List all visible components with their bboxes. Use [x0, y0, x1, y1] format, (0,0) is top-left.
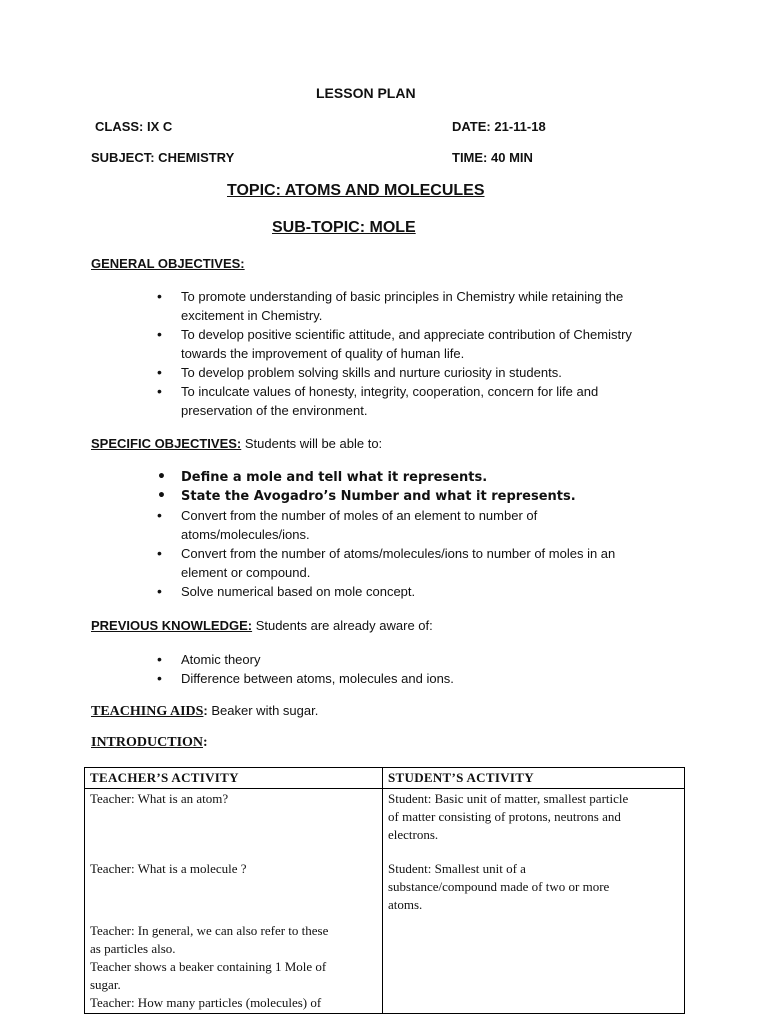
introduction-heading: INTRODUCTION	[91, 735, 204, 750]
table-header-row	[85, 768, 685, 789]
subtopic-heading: SUB-TOPIC: MOLE	[272, 219, 416, 236]
previous-knowledge-list	[155, 650, 454, 688]
specific-objectives-heading: SPECIFIC OBJECTIVES:	[91, 436, 242, 451]
activity-table	[84, 767, 685, 1014]
teacher-line: Teacher: In general, we can also refer to these	[90, 923, 329, 938]
teaching-aids-text: Beaker with sugar.	[207, 703, 319, 718]
class-label: CLASS: IX C	[95, 119, 173, 134]
teaching-aids-line: TEACHING AIDS: Beaker with sugar.	[91, 703, 319, 719]
teacher-activity-cell	[85, 789, 383, 1014]
list-item: • To develop problem solving skills and nurture curiosity in students.	[155, 363, 632, 382]
previous-knowledge-intro: Students are already aware of:	[252, 618, 433, 633]
list-item: • Difference between atoms, molecules and ions.	[155, 669, 454, 688]
page-title: LESSON PLAN	[316, 85, 416, 101]
teacher-line: Teacher: What is an atom?	[90, 791, 229, 806]
teacher-line: Teacher shows a beaker containing 1 Mole of	[90, 959, 327, 974]
date-label: DATE: 21-11-18	[452, 119, 546, 134]
student-line: Student: Basic unit of matter, smallest particle	[388, 791, 629, 806]
student-line: atoms.	[388, 897, 423, 912]
student-activity-header: STUDENT’S ACTIVITY	[383, 768, 685, 789]
student-line: substance/compound made of two or more	[388, 879, 610, 894]
subject-label: SUBJECT: CHEMISTRY	[91, 150, 235, 165]
student-line: Student: Smallest unit of a	[388, 861, 526, 876]
general-objectives-list	[155, 287, 632, 420]
list-item: • Solve numerical based on mole concept.	[155, 582, 615, 601]
introduction-line: INTRODUCTION:	[91, 735, 208, 750]
teacher-line: as particles also.	[90, 941, 176, 956]
previous-knowledge-line	[91, 618, 433, 633]
list-item: • Convert from the number of atoms/molecules/ions to number of moles in an element or compound.	[155, 544, 615, 582]
list-item: • Define a mole and tell what it represents.	[155, 468, 615, 487]
list-item: • Convert from the number of moles of an element to number of atoms/molecules/ions.	[155, 506, 615, 544]
teaching-aids-heading: TEACHING AIDS	[91, 704, 204, 719]
teacher-line: sugar.	[90, 977, 121, 992]
teacher-line: Teacher: How many particles (molecules) of	[90, 995, 322, 1010]
list-item: • To promote understanding of basic principles in Chemistry while retaining the excitement in Chemistry.	[155, 287, 632, 325]
time-label: TIME: 40 MIN	[452, 150, 533, 165]
teacher-line: Teacher: What is a molecule ?	[90, 861, 247, 876]
list-item: • State the Avogadro’s Number and what it represents.	[155, 487, 615, 506]
previous-knowledge-heading: PREVIOUS KNOWLEDGE:	[91, 618, 253, 633]
list-item: • To develop positive scientific attitude, and appreciate contribution of Chemistry towards the improvement of quality of human life.	[155, 325, 632, 363]
list-item: • To inculcate values of honesty, integrity, cooperation, concern for life and preservation of the environment.	[155, 382, 632, 420]
student-line: of matter consisting of protons, neutrons and	[388, 809, 621, 824]
list-item: • Atomic theory	[155, 650, 454, 669]
teacher-activity-header: TEACHER’S ACTIVITY	[85, 768, 383, 789]
student-line: electrons.	[388, 827, 439, 842]
table-row	[85, 789, 685, 1014]
topic-heading: TOPIC: ATOMS AND MOLECULES	[227, 182, 485, 199]
student-activity-cell	[383, 789, 685, 1014]
general-objectives-heading: GENERAL OBJECTIVES:	[91, 256, 245, 271]
specific-objectives-line	[91, 436, 382, 451]
specific-objectives-list	[155, 468, 615, 601]
specific-objectives-intro: Students will be able to:	[241, 436, 383, 451]
